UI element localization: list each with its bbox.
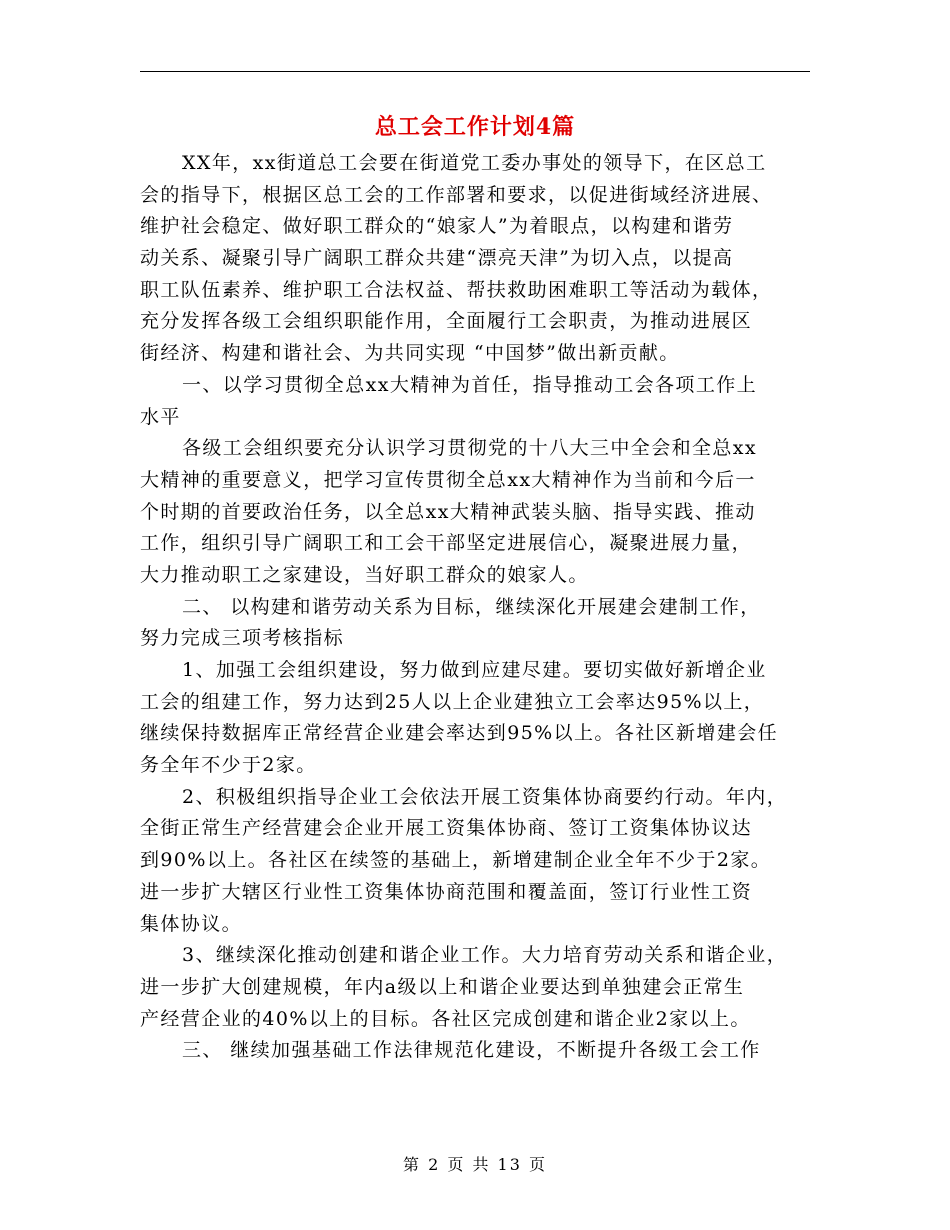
body-text-line: 三、 继续加强基础工作法律规范化建设，不断提升各级工会工作 [182, 1039, 761, 1062]
body-text-line: 进一步扩大辖区行业性工资集体协商范围和覆盖面，签订行业性工资 [140, 880, 753, 903]
body-text-line: 个时期的首要政治任务，以全总xx大精神武装头脑、指导实践、推动 [140, 500, 756, 523]
body-text-line: 维护社会稳定、做好职工群众的“娘家人”为着眼点，以构建和谐劳 [140, 215, 734, 238]
body-text-line: 继续保持数据库正常经营企业建会率达到95%以上。各社区新增建会任 [140, 722, 779, 745]
body-text-line: 2、积极组织指导企业工会依法开展工资集体协商要约行动。年内， [182, 785, 788, 808]
body-text-line: 大力推动职工之家建设，当好职工群众的娘家人。 [140, 563, 589, 586]
body-text-line: 到90%以上。各社区在续签的基础上，新增建制企业全年不少于2家。 [140, 849, 772, 872]
body-text-line: 进一步扩大创建规模，年内a级以上和谐企业要达到单独建会正常生 [140, 975, 745, 998]
body-text-line: 工会的组建工作，努力达到25人以上企业建独立工会率达95%以上， [140, 690, 765, 713]
body-text-line: 努力完成三项考核指标 [140, 627, 345, 650]
body-text-line: 全街正常生产经营建会企业开展工资集体协商、签订工资集体协议达 [140, 817, 753, 840]
body-text-line: XX年，xx街道总工会要在街道党工委办事处的领导下，在区总工 [182, 152, 767, 174]
body-text-line: 二、 以构建和谐劳动关系为目标，继续深化开展建会建制工作， [182, 595, 761, 618]
body-text-line: 会的指导下，根据区总工会的工作部署和要求，以促进街域经济进展、 [140, 183, 773, 206]
body-text-line: 职工队伍素养、维护职工合法权益、帮扶救助困难职工等活动为载体， [140, 278, 773, 301]
body-text-line: 各级工会组织要充分认识学习贯彻党的十八大三中全会和全总xx [182, 437, 758, 460]
document-body [140, 148, 814, 1067]
body-text-line: 水平 [140, 405, 181, 428]
body-text-line: 务全年不少于2家。 [140, 754, 317, 777]
body-text-line: 3、继续深化推动创建和谐企业工作。大力培育劳动关系和谐企业， [182, 944, 788, 967]
body-text-line: 动关系、凝聚引导广阔职工群众共建“漂亮天津”为切入点，以提高 [140, 247, 734, 270]
page-number-footer: 第 2 页 共 13 页 [403, 1155, 547, 1174]
document-title: 总工会工作计划4篇 [374, 114, 576, 140]
body-text-line: 工作，组织引导广阔职工和工会干部坚定进展信心，凝聚进展力量， [140, 532, 753, 555]
body-text-line: 产经营企业的40%以上的目标。各社区完成创建和谐企业2家以上。 [140, 1007, 751, 1030]
body-text-line: 集体协议。 [140, 912, 243, 935]
header-rule [140, 71, 810, 72]
body-text-line: 充分发挥各级工会组织职能作用，全面履行工会职责，为推动进展区 [140, 310, 753, 333]
body-text-line: 1、加强工会组织建设，努力做到应建尽建。要切实做好新增企业 [182, 659, 767, 681]
body-text-line: 街经济、构建和谐社会、为共同实现 “中国梦”做出新贡献。 [140, 342, 680, 365]
body-text-line: 大精神的重要意义，把学习宣传贯彻全总xx大精神作为当前和今后一 [140, 468, 756, 491]
body-text-line: 一、以学习贯彻全总xx大精神为首任，指导推动工会各项工作上 [182, 373, 758, 396]
